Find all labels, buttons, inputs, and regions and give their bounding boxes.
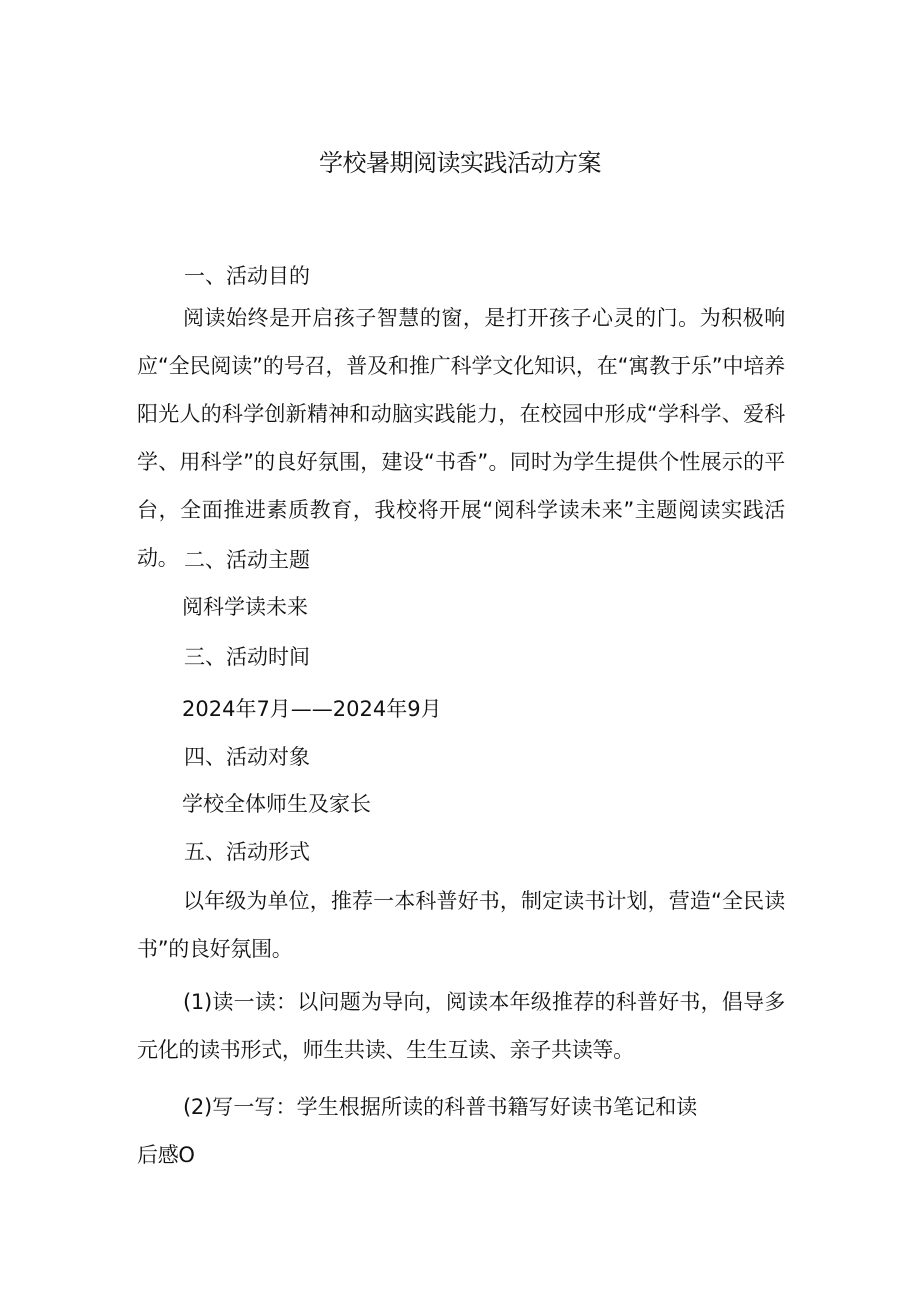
form-paragraph-write: (2)写一写：学生根据所读的科普书籍写好读书笔记和读后感O [137,1095,697,1167]
purpose-paragraph: 阅读始终是开启孩子智慧的窗，是打开孩子心灵的门。为积极响应“全民阅读”的号召，普及和推广科学文化知识，在“寓教于乐”中培养阳光人的科学创新精神和动脑实践能力，在校园中形成“学科学、爱科学、用科学”的良好氛围，建设“书香”。同时为学生提供个性展示的平台，全面推进素质教育，我校将开展“阅科学读未来”主题阅读实践活动。 [137,306,785,570]
form-paragraph-read: (1)读一读：以问题为导向，阅读本年级推荐的科普好书，倡导多元化的读书形式，师生共读、生生互读、亲子共读等。 [137,990,785,1062]
section-heading-purpose: 一、活动目的 [184,264,310,288]
section-heading-audience: 四、活动对象 [184,745,310,769]
theme-content: 阅科学读未来 [182,595,308,619]
audience-content: 学校全体师生及家长 [182,792,371,816]
section-heading-time: 三、活动时间 [184,645,310,669]
form-paragraph-intro: 以年级为单位，推荐一本科普好书，制定读书计划，营造“全民读书”的良好氛围。 [137,889,785,961]
time-content: 2024年7月——2024年9月 [182,697,442,721]
section-heading-theme: 二、活动主题 [184,548,310,572]
document-title: 学校暑期阅读实践活动方案 [319,149,601,177]
section-heading-form: 五、活动形式 [184,840,310,864]
